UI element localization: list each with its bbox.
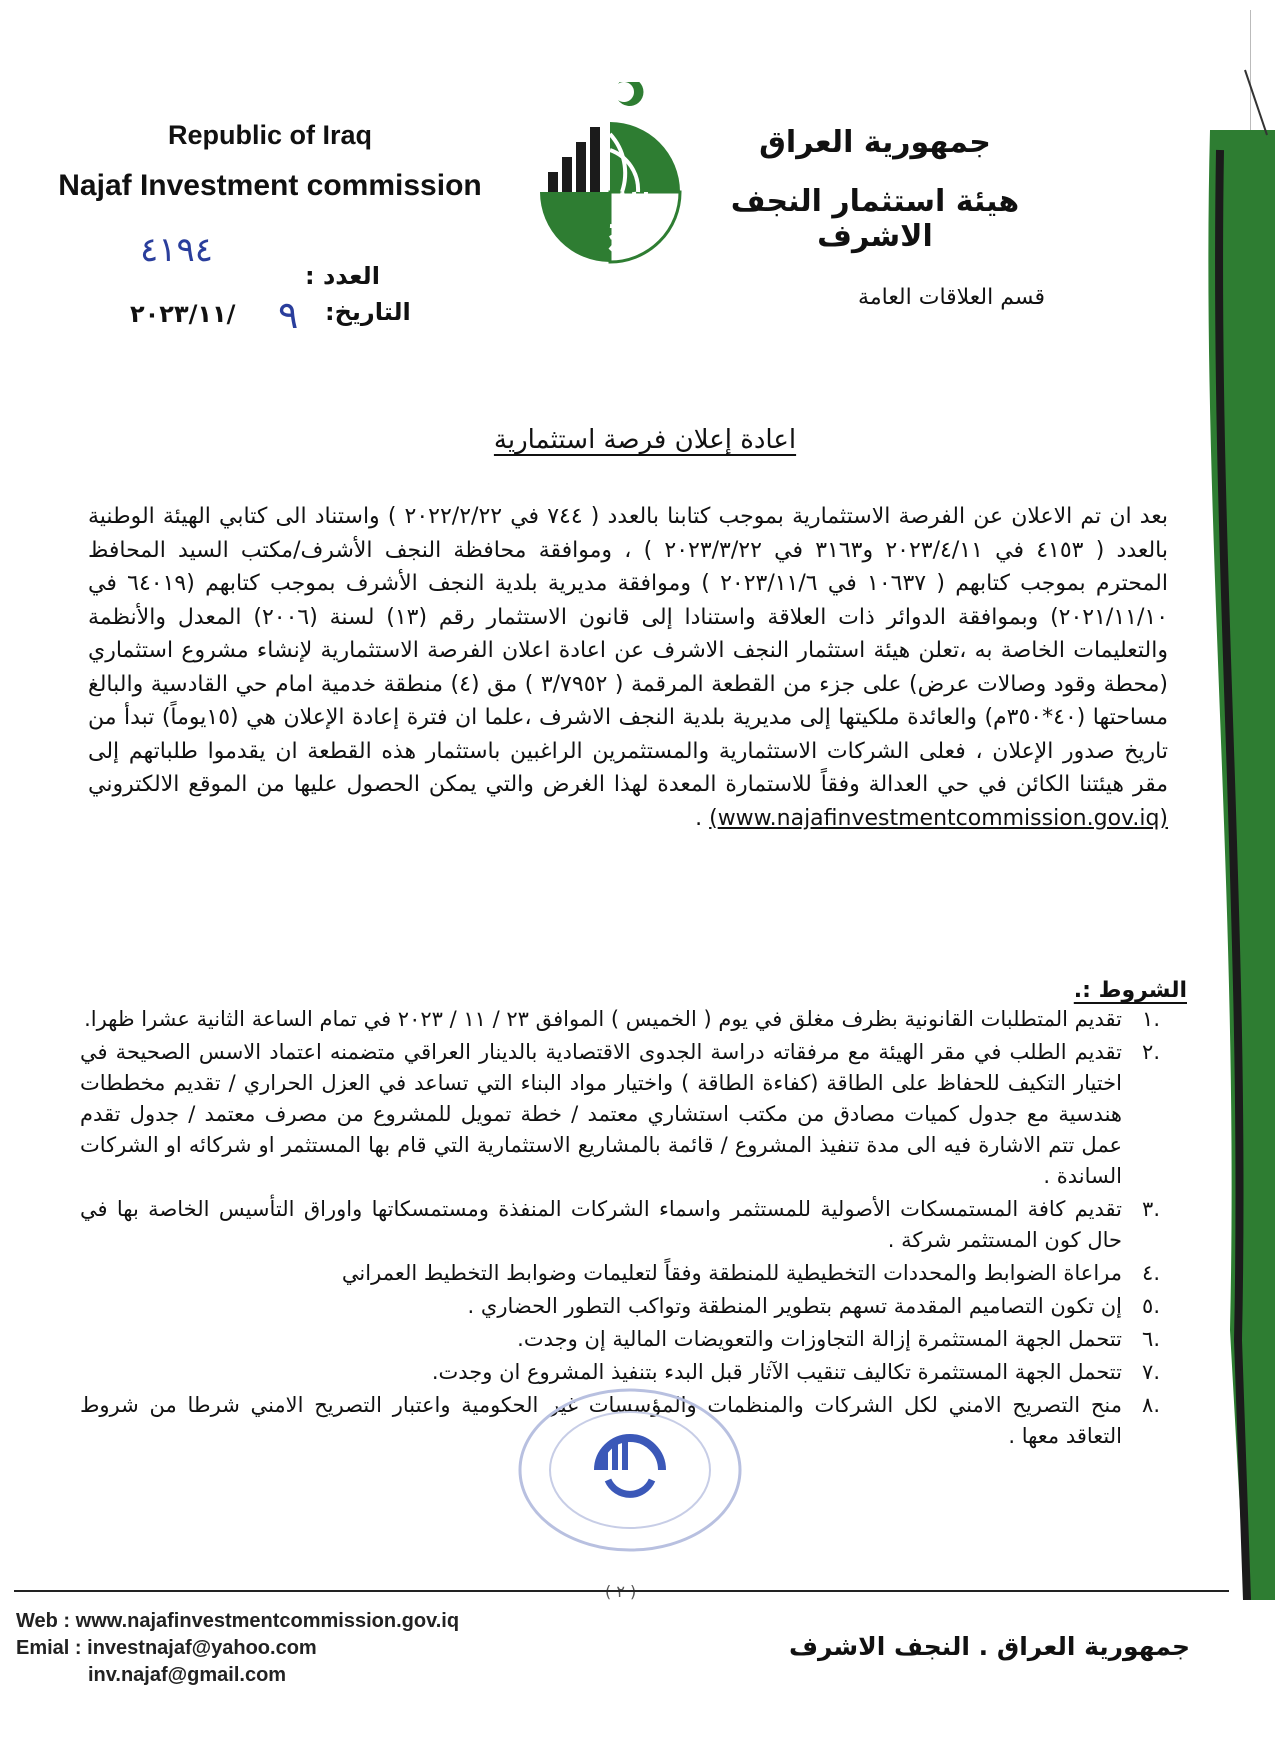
conditions-title: الشروط :. xyxy=(1073,978,1187,1003)
arabic-letterhead xyxy=(685,125,1065,254)
republic-ar: جمهورية العراق xyxy=(759,125,991,160)
condition-number: .٥ xyxy=(1142,1294,1160,1318)
date-label: التاريخ: xyxy=(325,298,411,326)
english-letterhead xyxy=(40,120,500,203)
condition-item xyxy=(80,1004,1160,1035)
footer-contacts xyxy=(16,1608,459,1689)
condition-number: .٧ xyxy=(1142,1360,1160,1384)
department-label: قسم العلاقات العامة xyxy=(858,285,1045,310)
condition-item xyxy=(80,1258,1160,1289)
official-stamp xyxy=(510,1380,750,1560)
condition-number: .٣ xyxy=(1142,1197,1160,1221)
footer-email-1[interactable]: investnajaf@yahoo.com xyxy=(87,1637,317,1659)
condition-text: تقديم الطلب في مقر الهيئة مع مرفقاته دراسة الجدوى الاقتصادية بالدينار العراقي متضمنه اعتماد الاسس الصحيحة في اختيار التكيف للحفاظ على الطاقة (كفاءة الطاقة ) واختيار مواد البناء التي تساعد في العزل الحراري / تقديم مخططات هندسية مع جدول كميات مصادق من مكتب استشاري معتمد / خطة تمويل للمشروع من مصرف معتمد / جدول تقدم عمل تتم الاشارة فيه الى مدة تنفيذ المشروع / قائمة بالمشاريع الاستثمارية التي قام بها المستثمر او شركائه او الشركات الساندة . xyxy=(80,1040,1122,1188)
footer-divider xyxy=(14,1590,1229,1592)
condition-text: تتحمل الجهة المستثمرة إزالة التجاوزات والتعويضات المالية إن وجدت. xyxy=(517,1327,1122,1351)
commission-en: Najaf Investment commission xyxy=(58,169,482,202)
handwritten-reference-number: ٤١٩٤ xyxy=(140,230,214,270)
web-label: Web : xyxy=(16,1610,71,1632)
commission-ar: هيئة استثمار النجف الاشرف xyxy=(730,184,1020,254)
number-label: العدد : xyxy=(305,262,380,290)
condition-text: تتحمل الجهة المستثمرة تكاليف تنقيب الآثار قبل البدء بتنفيذ المشروع ان وجدت. xyxy=(431,1360,1122,1384)
footer-web-link[interactable]: www.najafinvestmentcommission.gov.iq xyxy=(75,1610,460,1632)
condition-text: منح التصريح الامني لكل الشركات والمنظمات والمؤسسات غير الحكومية واعتبار التصريح الامني شرطا من شروط التعاقد معها . xyxy=(80,1393,1122,1448)
footer-location-ar: جمهورية العراق . النجف الاشرف xyxy=(788,1632,1190,1661)
condition-item xyxy=(80,1291,1160,1322)
condition-item xyxy=(80,1194,1160,1256)
handwritten-date-day: ٩ xyxy=(278,293,299,337)
document-title: اعادة إعلان فرصة استثمارية xyxy=(493,425,797,455)
condition-number: .٨ xyxy=(1142,1393,1160,1417)
condition-number: .١ xyxy=(1142,1007,1160,1031)
body-end: . xyxy=(695,805,710,831)
announcement-body xyxy=(88,500,1168,835)
website-link[interactable]: (www.najafinvestmentcommission.gov.iq) xyxy=(709,805,1168,831)
footer-email-2[interactable]: inv.najaf@gmail.com xyxy=(88,1664,287,1686)
condition-number: .٦ xyxy=(1142,1327,1160,1351)
condition-item xyxy=(80,1324,1160,1355)
condition-number: .٢ xyxy=(1142,1040,1160,1064)
condition-text: تقديم كافة المستمسكات الأصولية للمستثمر واسماء الشركات المنفذة ومستمسكاتها واوراق التأسيس الخاصة بها في حال كون المستثمر شركة . xyxy=(80,1197,1122,1252)
condition-text: تقديم المتطلبات القانونية بظرف مغلق في يوم ( الخميس ) الموافق ٢٣ / ١١ / ٢٠٢٣ في تمام الساعة الثانية عشرا ظهرا. xyxy=(84,1007,1122,1031)
email-label: Emial : xyxy=(16,1637,82,1659)
body-text: بعد ان تم الاعلان عن الفرصة الاستثمارية بموجب كتابنا بالعدد ( ٧٤٤ في ٢٠٢٢/٢/٢٢ ) واستناد الى كتابي الهيئة الوطنية بالعدد ( ٤١٥٣ في ٢٠٢٣/٤/١١ و٣١٦٣ في ٢٠٢٣/٣/٢٢ ) ، وموافقة محافظة النجف الأشرف/مكتب السيد المحافظ المحترم بموجب كتابهم ( ١٠٦٣٧ في ٢٠٢٣/١١/٦ ) وموافقة مديرية بلدية النجف الأشرف بموجب كتابهم (٦٤٠١٩ في ٢٠٢١/١١/١٠) وبموافقة الدوائر ذات العلاقة واستنادا إلى قانون الاستثمار رقم (١٣) لسنة (٢٠٠٦) المعدل والأنظمة والتعليمات الخاصة به ،تعلن هيئة استثمار النجف الاشرف عن اعادة اعلان الفرصة الاستثمارية لإنشاء مشروع استثماري (محطة وقود وصالات عرض) على جزء من القطعة المرقمة ( ٣/٧٩٥٢ ) مق (٤) منطقة خدمية امام حي القادسية والبالغ مساحتها (٤٠*٣٥٠م) والعائدة ملكيتها إلى مديرية بلدية النجف الاشرف ،علما ان فترة إعادة الإعلان هي (١٥يوماً) تبدأ من تاريخ صدور الإعلان ، فعلى الشركات الاستثمارية والمستثمرين الراغبين باستثمار هذه القطعة ان يقدموا طلباتهم إلى مقر هيئتنا الكائن في حي العدالة وفقاً للاستمارة المعدة لهذا الغرض والتي يمكن الحصول عليها من الموقع الالكتروني xyxy=(88,504,1169,797)
republic-en: Republic of Iraq xyxy=(167,120,373,150)
date-value: ٢٠٢٣/١١/ xyxy=(130,300,236,328)
condition-text: مراعاة الضوابط والمحددات التخطيطية للمنطقة وفقاً لتعليمات وضوابط التخطيط العمراني xyxy=(341,1261,1122,1285)
condition-number: .٤ xyxy=(1142,1261,1160,1285)
condition-text: إن تكون التصاميم المقدمة تسهم بتطوير المنطقة وتواكب التطور الحضاري . xyxy=(467,1294,1122,1318)
condition-item xyxy=(80,1037,1160,1192)
